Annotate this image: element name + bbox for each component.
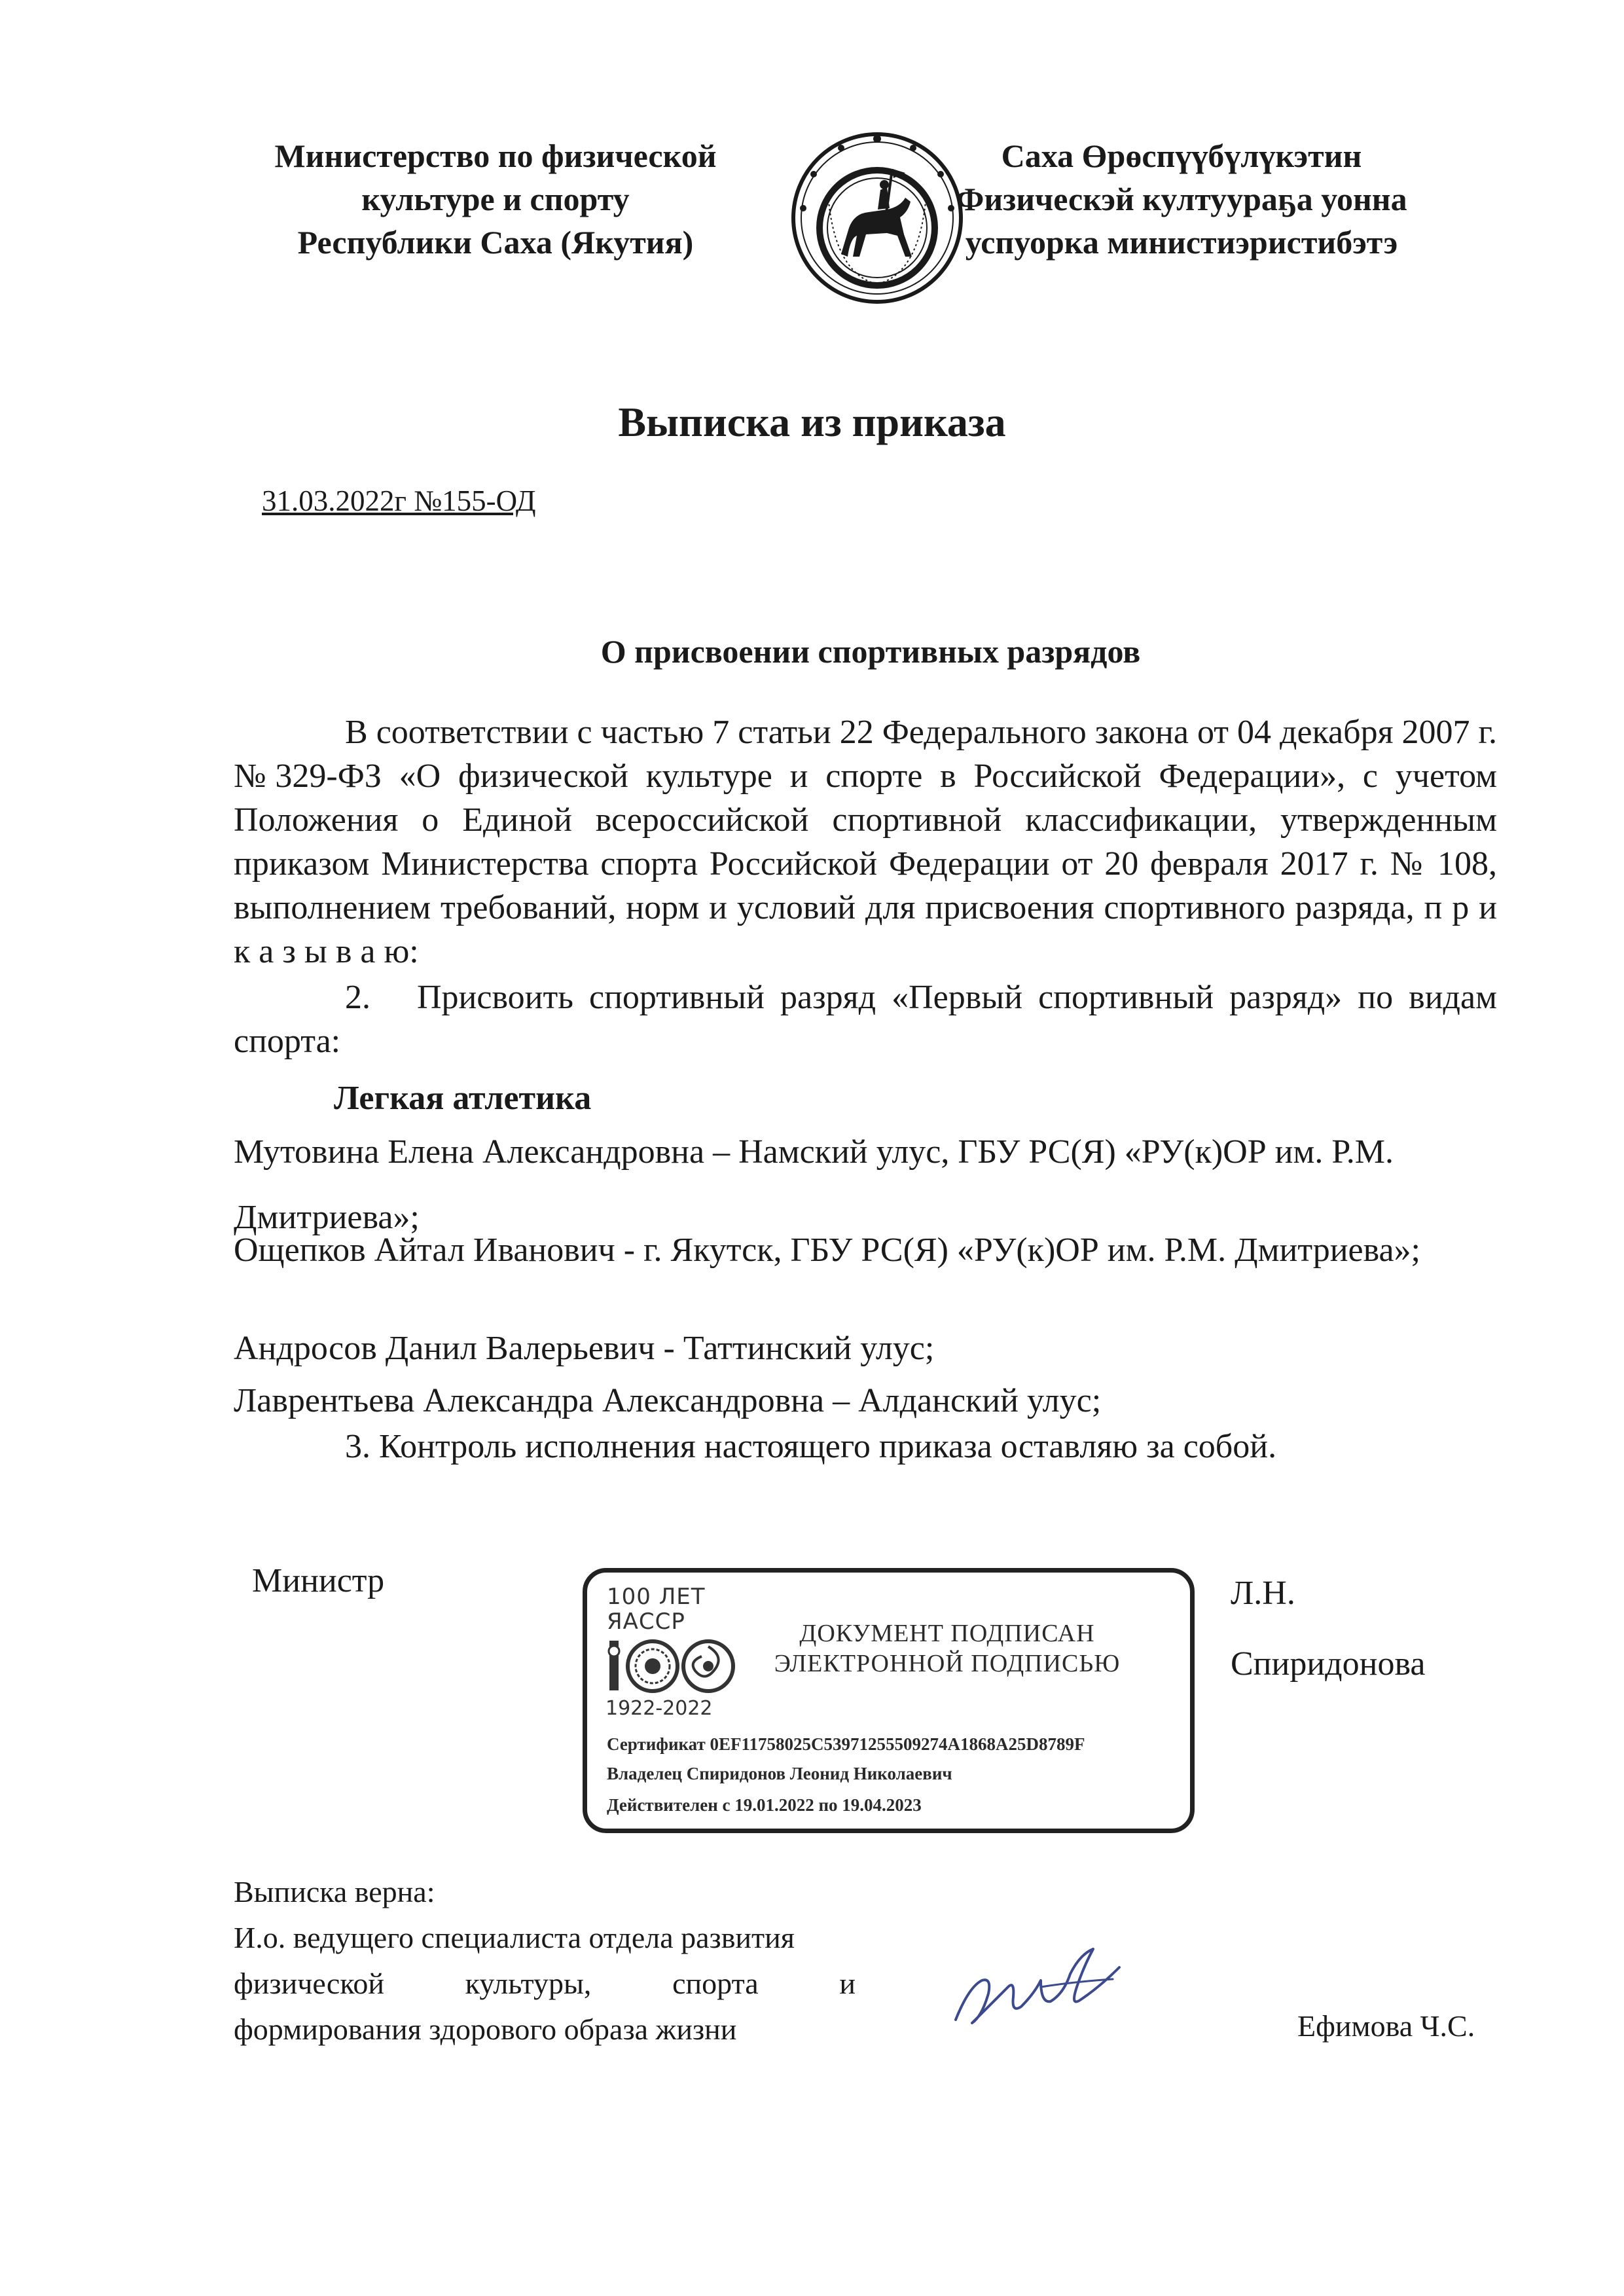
extract-note-word: и (839, 1967, 856, 2000)
stamp-logo-line: 100 ЛЕТ (607, 1584, 706, 1610)
ministry-name-yakut (887, 134, 1476, 264)
athlete-entry: Мутовина Елена Александровна – Намский улус, ГБУ РС(Я) «РУ(к)ОР им. Р.М. Дмитриева»; (234, 1133, 1394, 1236)
ministry-name-line: Министерство по физической (274, 137, 717, 174)
order-subject: О присвоении спортивных разрядов (600, 633, 1141, 670)
extract-note-line: Выписка верна: (234, 1875, 435, 1908)
verifier-name: Ефимова Ч.С. (1297, 2009, 1475, 2043)
stamp-certificate: Сертификат 0EF11758025C53971255509274A1868A25D8789F (607, 1734, 1085, 1754)
ministry-name-line: Физическэй култуураҕа уонна (956, 181, 1407, 217)
athlete-entry: Ощепков Айтал Иванович - г. Якутск, ГБУ РС(Я) «РУ(к)ОР им. Р.М. Дмитриева»; (234, 1231, 1420, 1269)
order-reference: 31.03.2022г №155-ОД (262, 484, 536, 517)
item-number: 2. (345, 979, 370, 1016)
preamble-paragraph: В соответствии с частью 7 статьи 22 Федерального закона от 04 декабря 2007 г. №329-ФЗ «О физической культуре и спорте в Российской Федерации», с учетом Положения о Единой всероссийской спортивной классификации, утвержденным приказом Министерства спорта Российской Федерации от 20 февраля 2017 г. № 108, выполнением требований, норм и условий для присвоения спортивного разряда, п р и к а з ы в а ю: (234, 714, 1497, 970)
extract-note-line: И.о. ведущего специалиста отдела развития (234, 1921, 795, 1954)
signatory-role: Министр (252, 1562, 385, 1599)
extract-note-word: физической (234, 1967, 384, 2000)
stamp-heading (751, 1618, 1144, 1679)
extract-note-word: спорта (672, 1967, 759, 2000)
ministry-name-russian (201, 134, 790, 264)
ministry-name-line: Саха Өрөспүүбүлүкэтин (1001, 137, 1362, 174)
extract-note-word: культуры, (465, 1967, 592, 2000)
athlete-entry: Андросов Данил Валерьевич - Таттинский улус; (234, 1330, 935, 1367)
signatory-name (1231, 1558, 1479, 1700)
stamp-logo-line: ЯАССР (607, 1609, 685, 1635)
stamp-logo-text (607, 1584, 706, 1634)
signatory-surname: Спиридонова (1231, 1645, 1426, 1683)
stamp-logo-years: 1922-2022 (605, 1697, 713, 1720)
anniversary-logo-icon (607, 1637, 751, 1696)
order-item-3: 3. Контроль исполнения настоящего приказа оставляю за собой. (345, 1428, 1277, 1465)
ministry-name-line: культуре и спорту (361, 181, 630, 217)
stamp-owner: Владелец Спиридонов Леонид Николаевич (607, 1764, 952, 1783)
handwritten-signature (943, 1941, 1139, 2039)
ministry-name-line: успуорка министиэристибэтэ (965, 224, 1398, 261)
stamp-heading-line: ДОКУМЕНТ ПОДПИСАН (799, 1620, 1095, 1647)
stamp-validity: Действителен с 19.01.2022 по 19.04.2023 (607, 1795, 922, 1815)
extract-verification-note (234, 1869, 856, 2052)
ministry-name-line: Республики Саха (Якутия) (297, 224, 694, 261)
item-text: Присвоить спортивный разряд «Первый спортивный разряд» по видам спорта: (234, 979, 1497, 1060)
document-title: Выписка из приказа (618, 399, 1006, 445)
order-item-2 (234, 975, 1497, 1063)
electronic-signature-stamp (583, 1568, 1195, 1833)
extract-note-line: формирования здорового образа жизни (234, 2013, 737, 2046)
athlete-entry: Лаврентьева Александра Александровна – Алданский улус; (234, 1382, 1102, 1419)
signatory-initials: Л.Н. (1231, 1575, 1295, 1612)
sport-title: Легкая атлетика (334, 1080, 592, 1117)
extract-note-line (234, 1961, 856, 2007)
stamp-heading-line: ЭЛЕКТРОННОЙ ПОДПИСЬЮ (774, 1650, 1121, 1677)
